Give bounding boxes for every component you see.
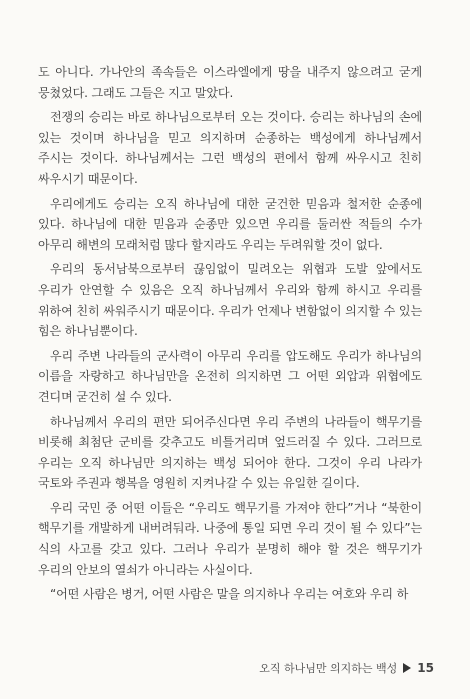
- page-footer: [0, 659, 470, 677]
- running-title: 오직 하나님만 의지하는 백성: [259, 662, 398, 675]
- paragraph: 우리 국민 중 어떤 이들은 “우리도 핵무기를 가져야 한다”거나 “북한이 핵무기를 개발하게 내버려둬라. 나중에 통일 되면 우리 것이 될 수 있다”는 식의 사고를 갖고 있다. 그러나 우리가 분명히 해야 할 것은 핵무기가 우리의 안보의 열쇠가 아니라는 사실이다.: [38, 500, 422, 577]
- paragraph: 우리의 동서남북으로부터 끊임없이 밀려오는 위협과 도발 앞에서도 우리가 안연할 수 있음은 오직 하나님께서 우리와 함께 하시고 우리를 위하여 친히 싸워주시기 때문이다. 우리가 언제나 변함없이 의지할 수 있는 힘은 하나님뿐이다.: [38, 262, 422, 339]
- paragraph: “어떤 사람은 병거, 어떤 사람은 말을 의지하나 우리는 여호와 우리 하: [50, 587, 409, 602]
- paragraph: 도 아니다. 가나안의 족속들은 이스라엘에게 땅을 내주지 않으려고 굳게 뭉쳤었다. 그래도 그들은 지고 말았다.: [38, 65, 422, 100]
- page-number: 15: [417, 661, 434, 675]
- body-text: [38, 62, 422, 609]
- paragraph: 우리에게도 승리는 오직 하나님에 대한 굳건한 믿음과 철저한 순종에 있다. 하나님에 대한 믿음과 순종만 있으면 우리를 둘러싼 적들의 수가 아무리 해변의 모래처럼 많다 할지라도 우리는 두려워할 것이 없다.: [38, 196, 422, 252]
- triangle-right-icon: [403, 663, 411, 673]
- paragraph: 우리 주변 나라들의 군사력이 아무리 우리를 압도해도 우리가 하나님의 이름을 자랑하고 하나님만을 온전히 의지하면 그 어떤 외압과 위협에도 견디며 굳건히 설 수 있다.: [38, 348, 422, 404]
- paragraph: 하나님께서 우리의 편만 되어주신다면 우리 주변의 나라들이 핵무기를 비롯해 최첨단 군비를 갖추고도 비틀거리며 엎드러질 수 있다. 그러므로 우리는 오직 하나님만 의지하는 백성 되어야 한다. 그것이 우리 나라가 국토와 주권과 행복을 영원히 지켜나갈 수 있는 유일한 길이다.: [38, 414, 422, 491]
- paragraph: 전쟁의 승리는 바로 하나님으로부터 오는 것이다. 승리는 하나님의 손에 있는 것이며 하나님을 믿고 의지하며 순종하는 백성에게 하나님께서 주시는 것이다. 하나님께서는 그런 백성의 편에서 함께 싸우시고 친히 싸우시기 때문이다.: [38, 110, 422, 186]
